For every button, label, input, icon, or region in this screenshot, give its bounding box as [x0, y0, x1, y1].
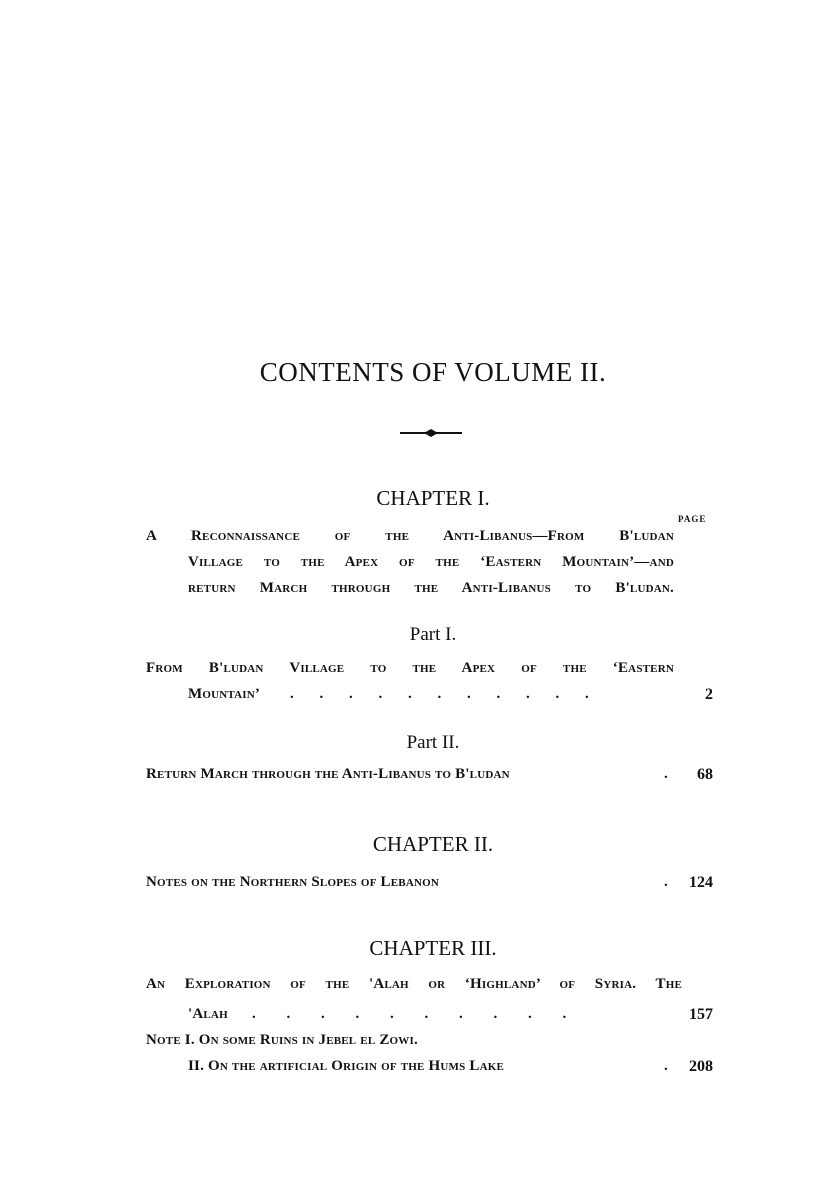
chapter-1-line-1: A Reconnaissance of the Anti-Libanus—From B'ludan	[146, 528, 674, 544]
chapter-2-leader-dots: .	[664, 874, 668, 890]
chapter-3-note-2-leader-dots: .	[664, 1058, 668, 1074]
chapter-2-heading: CHAPTER II.	[372, 832, 494, 856]
chapter-3-heading: CHAPTER III.	[369, 936, 497, 960]
chapter-3-page-number: 157	[689, 1006, 713, 1023]
chapter-2-line: Notes on the Northern Slopes of Lebanon	[146, 874, 440, 890]
page-column-label: PAGE	[678, 514, 707, 524]
part-1-page-number: 2	[705, 686, 713, 703]
part-2-page-number: 68	[697, 766, 713, 783]
part-1-leader-dots: . . . . . . . . . . .	[290, 686, 589, 702]
part-1-heading: Part I.	[409, 624, 457, 645]
part-2-line: Return March through the Anti-Libanus to B'ludan	[146, 766, 510, 782]
chapter-3-note-2: II. On the artificial Origin of the Hums Lake	[188, 1058, 505, 1074]
part-1-line-2: Mountain’	[188, 686, 261, 702]
part-2-leader-dots: .	[664, 766, 668, 782]
chapter-1-heading: CHAPTER I.	[376, 486, 490, 510]
ornament-divider-icon	[400, 426, 462, 440]
chapter-3-line-1: An Exploration of the 'Alah or ‘Highland’ of Syria. The	[146, 976, 682, 992]
part-1-line-1: From B'ludan Village to the Apex of the ‘Eastern	[146, 660, 674, 676]
chapter-3-note-1: Note I. On some Ruins in Jebel el Zowi.	[146, 1032, 418, 1048]
chapter-3-line-2: 'Alah	[188, 1006, 228, 1022]
chapter-1-line-2: Village to the Apex of the ‘Eastern Mountain’—and	[188, 554, 674, 570]
chapter-2-page-number: 124	[689, 874, 713, 891]
part-2-heading: Part II.	[406, 732, 460, 753]
chapter-1-line-3: return March through the Anti-Libanus to B'ludan.	[188, 580, 674, 596]
contents-title: CONTENTS OF VOLUME II.	[259, 357, 607, 387]
chapter-3-note-2-page-number: 208	[689, 1058, 713, 1075]
chapter-3-leader-dots: . . . . . . . . . .	[252, 1006, 567, 1022]
